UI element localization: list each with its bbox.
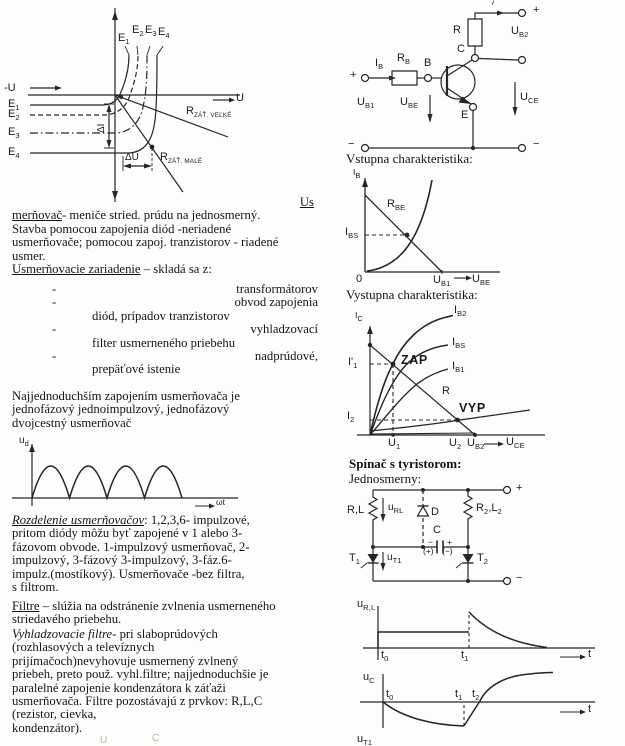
i2-label: $I_2$ bbox=[347, 410, 355, 424]
simplest-rectifier-paragraph bbox=[12, 390, 322, 430]
text-line: - nadprúdové, bbox=[52, 349, 318, 364]
filters-paragraph bbox=[12, 600, 322, 627]
faint-mark-u: U bbox=[100, 735, 108, 746]
text-line: striedavého priebehu. bbox=[12, 612, 122, 627]
t0-label: $t_0$ bbox=[381, 649, 389, 663]
r-line-label: R bbox=[442, 385, 450, 397]
node-b-label: B bbox=[424, 57, 432, 69]
text-line: - obvod zapojenia bbox=[52, 295, 318, 310]
minus-right-label: − bbox=[533, 138, 540, 150]
u-t1-label: $u_{T1}$ bbox=[387, 552, 402, 565]
plus-top-label: + bbox=[533, 4, 540, 16]
t-axis-label: t bbox=[588, 703, 592, 715]
u2-axis-label: $U_2$ bbox=[449, 437, 462, 451]
text-line: Vyhladzovacie filtre- pri slaboprúdových bbox=[12, 627, 218, 641]
curve-e4-label: $E_4$ bbox=[158, 26, 170, 40]
line-e1-label: $E_1$ bbox=[8, 98, 20, 112]
current-i-label: i bbox=[492, 0, 494, 7]
text-line: Rozdelenie usmerňovačov: 1,2,3,6- impulzové, bbox=[12, 513, 250, 527]
u-be-axis-label: $U_{BE}$ bbox=[472, 273, 491, 287]
text-line: prepäťové istenie bbox=[92, 362, 181, 377]
text-line: usmerňovače; pomocou zapoj. tranzistorov - riadené bbox=[12, 235, 279, 250]
r2-l2-label: $R_2,L_2$ bbox=[476, 502, 502, 516]
transistor-switch-circuit bbox=[345, 0, 625, 152]
dc-heading: Jednosmerny: bbox=[349, 471, 422, 486]
axis-ic-label: $I_C$ bbox=[355, 310, 363, 323]
components-list bbox=[12, 283, 322, 377]
text-line: Stavba pomocou zapojenia diód -neriadené bbox=[12, 221, 232, 236]
zap-label: ZAP bbox=[401, 353, 428, 367]
i-b1-label: $I_{B1}$ bbox=[452, 360, 465, 374]
u-t1-cut-label: $u_{T1}$ bbox=[357, 733, 373, 746]
axis-ib-label: $I_B$ bbox=[353, 167, 361, 180]
minus-left-label: − bbox=[348, 138, 355, 150]
i-bs-label: $I_{BS}$ bbox=[345, 226, 359, 240]
text-line: Us bbox=[299, 195, 314, 209]
text-line: prijímačoch)nevyhovuje usmernený zvlnený bbox=[12, 653, 239, 668]
text-line: paralelné zapojenie kondenzátora k záťaži bbox=[12, 680, 226, 695]
output-characteristic-drawing bbox=[345, 298, 625, 450]
line-e4-label: $E_4$ bbox=[8, 146, 20, 160]
thyristor-circuit-drawing bbox=[345, 483, 625, 595]
resistor-rb-label: $R_B$ bbox=[397, 52, 411, 66]
u-ce-axis-label: $U_{CE}$ bbox=[506, 436, 525, 450]
text-line: Najjednoduchším zapojením usmerňovača je bbox=[12, 389, 240, 403]
resistor-r-label: R bbox=[453, 24, 461, 36]
text-line: priebeh, preto použ. vyhl.filtre; najjednoduchšie je bbox=[12, 667, 269, 682]
text-line: merňovač- meniče stried. prúdu na jednosmerný. bbox=[12, 208, 261, 223]
text-line: Filtre – slúžia na odstránenie zvlnenia usmerneného bbox=[12, 599, 276, 613]
r-load-large-label: $R_{ZÁŤ. VEĽKÉ}$ bbox=[186, 105, 232, 119]
u-b2-label: $U_{B2}$ bbox=[511, 25, 529, 39]
transistor-circuit-drawing bbox=[345, 0, 625, 152]
u-rl-axis-label: $u_{R,L}$ bbox=[357, 598, 376, 612]
cap-plus-paren-label: (+) bbox=[423, 546, 434, 556]
u-b1-label: $U_{B1}$ bbox=[357, 96, 375, 110]
input-characteristic-heading: Vstupna charakteristika: bbox=[346, 151, 473, 166]
text-line: diód, prípadov tranzistorov bbox=[92, 308, 230, 323]
plus-right-label: + bbox=[516, 482, 523, 494]
line-e3-label: $E_3$ bbox=[8, 126, 20, 140]
cap-minus-paren-label: (−) bbox=[442, 546, 453, 556]
text-line: fázovom obvode. 1-impulzový usmerňovač, 2- bbox=[12, 539, 250, 554]
text-line: impulz.(mostíkový). Usmerňovače -bez filtra, bbox=[12, 566, 245, 581]
t-axis-label: t bbox=[588, 648, 592, 660]
text-line: Usmerňovacie zariadenie – skladá sa z: bbox=[12, 262, 212, 277]
url-waveform-graph bbox=[345, 598, 625, 666]
u-be-label: $U_{BE}$ bbox=[400, 96, 419, 110]
t1-label: $t_1$ bbox=[455, 688, 463, 702]
i1-prime-label: $I'_1$ bbox=[348, 356, 358, 370]
cap-plus-label: + bbox=[447, 537, 452, 547]
u-axis-label: $u_d$ bbox=[19, 435, 29, 448]
u-b2-axis-label: $U_{B2}$ bbox=[467, 437, 485, 451]
diode-d-label: D bbox=[431, 506, 439, 518]
line-e2-label: $E_2$ bbox=[8, 108, 20, 122]
text-line: (rezistor, cievka, bbox=[12, 707, 97, 722]
r-load-small-label: $R_{ZÁŤ. MALÉ}$ bbox=[160, 151, 203, 165]
text-line: impulzový, 3-fázový 3-impulzový, 3-fáz.6- bbox=[12, 553, 232, 568]
delta-u-label: ΔU bbox=[125, 152, 139, 163]
plus-input-label: + bbox=[350, 69, 357, 81]
current-ib-label: $I_B$ bbox=[375, 57, 384, 71]
diode-characteristic-graph bbox=[0, 0, 320, 205]
t2-label: $T_2$ bbox=[477, 552, 489, 566]
text-line: filter usmerneného priebehu bbox=[92, 335, 236, 350]
u-c-axis-label: $u_C$ bbox=[363, 671, 375, 685]
t1-label: $t_1$ bbox=[461, 649, 469, 663]
minus-right-label: − bbox=[516, 572, 523, 584]
r-be-label: $R_{BE}$ bbox=[387, 198, 406, 212]
i-bs-label: $I_{BS}$ bbox=[452, 336, 466, 350]
u-rl-label: $u_{RL}$ bbox=[388, 502, 404, 515]
output-characteristic-graph bbox=[345, 298, 625, 450]
i-b2-label: $I_{B2}$ bbox=[454, 304, 467, 318]
text-line: usmer. bbox=[12, 248, 46, 263]
output-characteristic-heading: Vystupna charakteristika: bbox=[346, 287, 478, 302]
text-line: kondenzátor). bbox=[12, 720, 83, 735]
text-line: pritom diódy môžu byť zapojené v 1 alebo 3- bbox=[12, 526, 243, 541]
neg-u-axis-label: -U bbox=[4, 82, 16, 94]
text-line: usmerňovača. Filtre pozostávajú z prvkov: R,L,C bbox=[12, 694, 263, 709]
text-line: dvojcestný usmerňovač bbox=[12, 415, 132, 430]
rectified-pulses-drawing bbox=[0, 436, 260, 521]
rectified-pulses-graph bbox=[0, 436, 260, 521]
uc-waveform-graph bbox=[345, 668, 625, 746]
input-characteristic-graph bbox=[345, 167, 625, 292]
intro-paragraph bbox=[12, 196, 322, 276]
smoothing-filters-paragraph bbox=[12, 628, 322, 735]
u-ce-label: $U_{CE}$ bbox=[520, 91, 539, 105]
text-line: - vyhladzovací bbox=[52, 322, 318, 337]
curve-e1-label: $E_1$ bbox=[118, 32, 130, 46]
omega-t-label: ωt bbox=[216, 497, 225, 507]
curve-e2-label: $E_2$ bbox=[132, 24, 144, 38]
t0-label: $t_0$ bbox=[386, 688, 394, 702]
u1-axis-label: $U_1$ bbox=[388, 437, 401, 451]
vyp-label: VYP bbox=[459, 401, 486, 415]
node-e-label: E bbox=[461, 109, 469, 121]
r-l-label: R,L bbox=[347, 504, 365, 516]
cap-minus-label: − bbox=[428, 537, 433, 547]
curve-e3-label: $E_3$ bbox=[145, 24, 157, 38]
division-paragraph bbox=[12, 514, 322, 594]
text-line: (rozhlasových a televíznych bbox=[12, 640, 155, 655]
text-line: s filtrom. bbox=[12, 580, 59, 595]
cap-c-label: C bbox=[433, 524, 441, 536]
text-line: jednofázový jednoimpulzový, jednofázový bbox=[12, 402, 230, 417]
uc-waveform-drawing bbox=[345, 668, 625, 746]
thyristor-switch-heading: Spínač s tyristorom: bbox=[349, 456, 462, 471]
faint-mark-c: C bbox=[152, 733, 160, 744]
t2-label: $t_2$ bbox=[472, 688, 480, 702]
u-b1-axis-label: $U_{B1}$ bbox=[433, 274, 451, 288]
node-c-label: C bbox=[457, 43, 465, 55]
t1-label: $T_1$ bbox=[349, 552, 361, 566]
thyristor-switch-circuit bbox=[345, 483, 625, 595]
delta-i-label: ΔI bbox=[96, 123, 107, 133]
text-line: - transformátorov bbox=[52, 282, 318, 296]
origin-label: 0 bbox=[356, 273, 363, 285]
u-axis-label: U bbox=[236, 92, 244, 104]
